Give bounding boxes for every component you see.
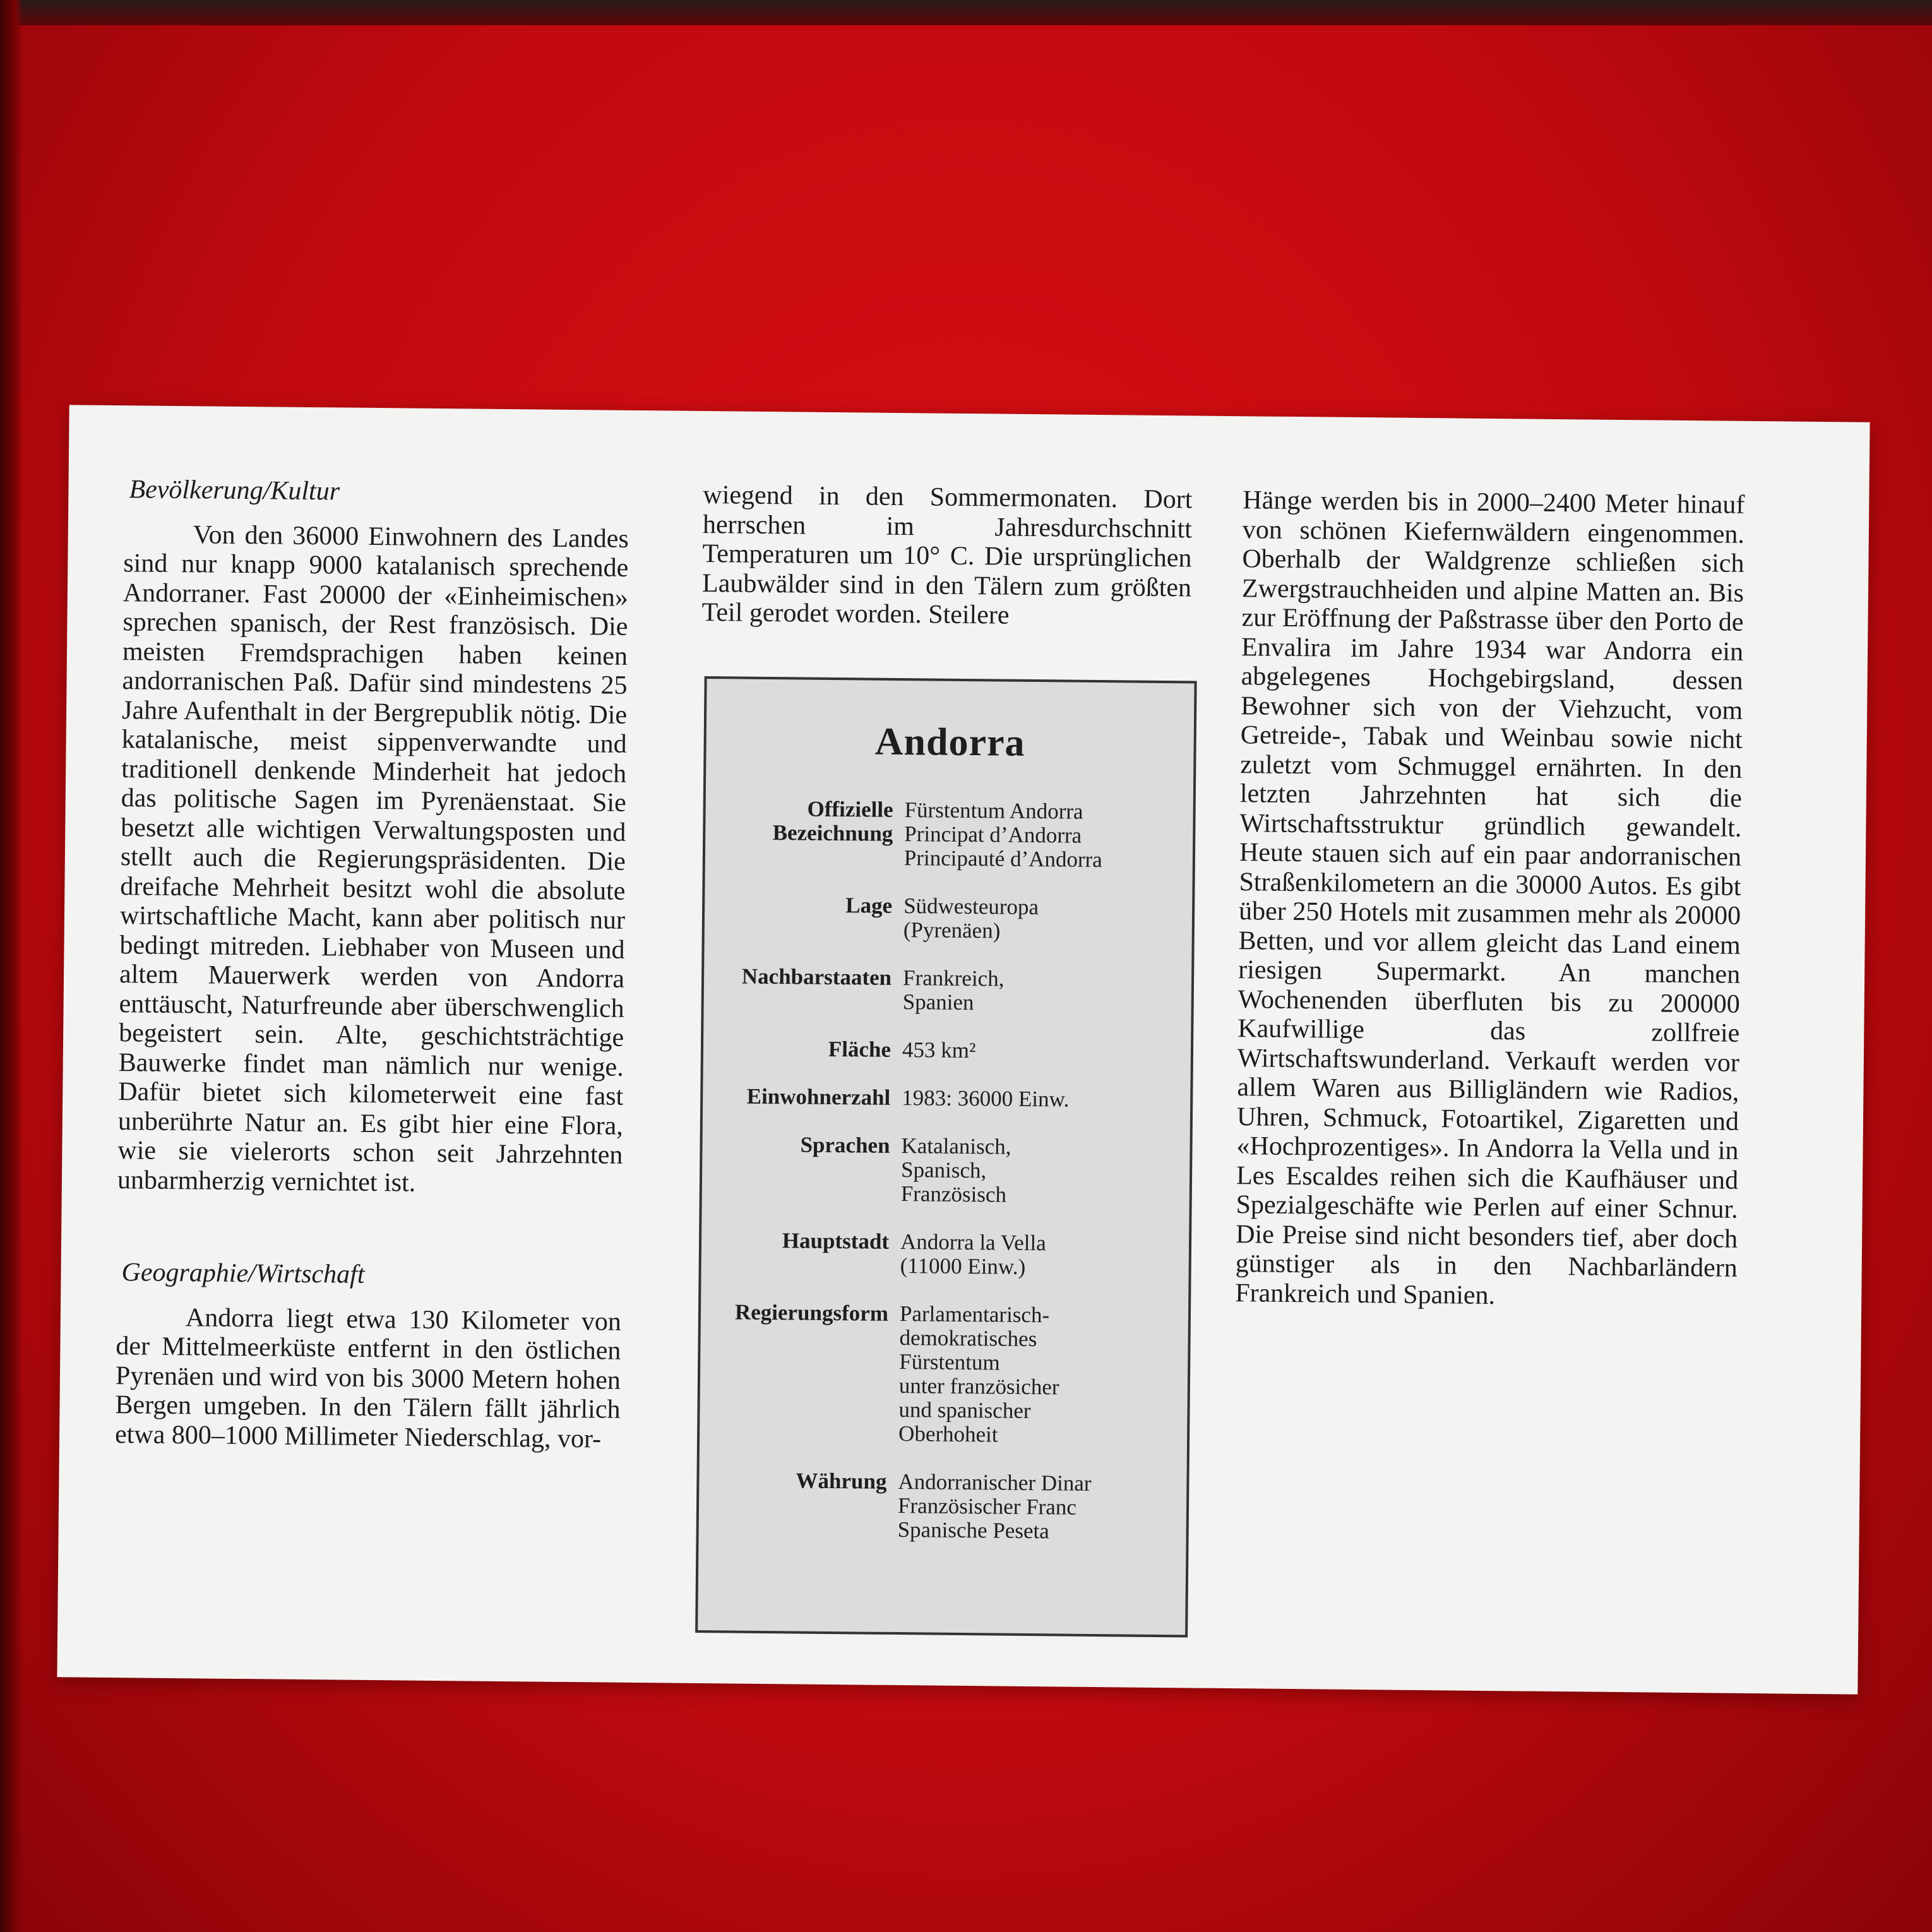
fact-label-line: Lage <box>845 893 893 918</box>
fact-value-line: Spanische Peseta <box>897 1517 1049 1544</box>
fact-value <box>902 1086 1190 1112</box>
fact-box-title: Andorra <box>874 720 1025 765</box>
info-card <box>57 405 1869 1694</box>
fact-box-rows <box>699 796 1193 1544</box>
fact-value-line: (11000 Einw.) <box>900 1253 1026 1279</box>
fact-label <box>703 1084 902 1110</box>
fact-row <box>701 1228 1190 1280</box>
fact-label <box>703 1036 902 1062</box>
column-left <box>115 475 629 1454</box>
fact-label <box>705 892 904 942</box>
fact-value-line: Parlamentarisch- <box>899 1301 1050 1328</box>
section-heading-geography-economy: Geographie/Wirtschaft <box>121 1258 365 1289</box>
fact-label <box>704 964 903 1014</box>
fact-value-line: 1983: 36000 Einw. <box>902 1085 1070 1112</box>
fact-value-line: Andorra la Vella <box>900 1229 1046 1256</box>
fact-row <box>702 1132 1190 1208</box>
fact-label-line: Offizielle <box>807 796 893 822</box>
fact-value-line: Frankreich, <box>902 965 1005 991</box>
fact-value <box>900 1230 1190 1280</box>
fact-row <box>703 1036 1191 1064</box>
fact-row <box>705 796 1193 873</box>
fact-value-line: und spanischer <box>898 1397 1031 1424</box>
fact-label-line: Regierungsform <box>734 1299 889 1326</box>
column-middle <box>701 480 1192 632</box>
fact-value-line: Principauté d’Andorra <box>903 845 1103 873</box>
fact-value <box>898 1470 1187 1544</box>
paragraph-geography-part1: Andorra liegt etwa 130 Kilometer von der Mittelmeerküste entfernt in den östlichen Pyrenäen und wird von bis 3000 Metern hohen Bergen umgeben. In den Tälern fällt jährlich etwa 800–1000 Millimeter Niederschlag, vor- <box>114 1303 622 1454</box>
fact-value <box>898 1302 1188 1448</box>
fact-box <box>695 676 1197 1637</box>
fact-label-line: Einwohnerzahl <box>746 1083 891 1110</box>
section-heading-population-culture: Bevölkerung/Kultur <box>129 475 340 506</box>
fact-label <box>702 1132 902 1206</box>
fact-label-line: Fläche <box>828 1036 891 1062</box>
fact-value <box>903 894 1193 945</box>
paragraph-geography-part2: wiegend in den Sommermonaten. Dort herrschen im Jahresdurchschnitt Temperaturen um 10° C. Die ursprünglichen Laubwälder sind in den Tälern zum größten Teil gerodet worden. Steilere <box>701 480 1193 630</box>
fact-value-line: Spanien <box>902 989 974 1015</box>
fact-value-line: Katalanisch, <box>901 1133 1011 1159</box>
fact-row <box>700 1300 1188 1448</box>
fact-label <box>701 1228 901 1278</box>
fact-value <box>901 1134 1190 1208</box>
fact-label-line: Sprachen <box>800 1132 890 1158</box>
column-right <box>1235 486 1744 1313</box>
fact-label-line: Währung <box>796 1468 887 1494</box>
fact-label <box>700 1300 900 1446</box>
fact-value-line: Fürstentum Andorra <box>904 797 1083 824</box>
fact-value-line: Französisch <box>900 1181 1007 1207</box>
fact-value-line: Fürstentum <box>899 1349 1000 1375</box>
fact-value-line: Südwesteuropa <box>903 893 1039 920</box>
fact-row <box>703 1084 1190 1112</box>
fact-value <box>903 966 1192 1017</box>
fact-value-line: unter französicher <box>898 1373 1059 1400</box>
fact-value-line: Spanisch, <box>900 1157 987 1183</box>
fact-value-line: Französischer Franc <box>897 1493 1077 1520</box>
paragraph-geography-part3: Hänge werden bis in 2000–2400 Meter hinauf von schönen Kiefernwäldern eingenommen. Oberhalb der Waldgrenze schließen sich Zwergstrauchheiden und alpine Matten an. Bis zur Eröffnung der Paßstrasse über den Porto de Envalira im Jahre 1934 war Andorra ein abgelegenes Hochgebirgsland, dessen Bewohner sich von der Viehzucht, vom Getreide-, Tabak und Weinbau sowie nicht zuletzt vom Schmuggel ernährten. In den letzten Jahrzehnten hat sich die Wirtschaftsstruktur gründlich gewandelt. Heute stauen sich auf ein paar andorranischen Straßenkilometern an die 30000 Autos. Es gibt über 250 Hotels mit zusammen mehr als 20000 Betten, und vor allem gleicht das Land einem riesigen Supermarkt. An manchen Wochenenden überfluten bis zu 200000 Kaufwillige das zollfreie Wirtschaftswunderland. Verkauft werden vor allem Waren aus Billigländern wie Radios, Uhren, Schmuck, Fotoartikel, Zigaretten und «Hochprozentiges». In Andorra la Vella und in Les Escaldes reihen sich die Kaufhäuser und Spezialgeschäfte wie Perlen auf einer Schnur. Die Preise sind nicht besonders tief, aber doch günstiger als in den Nachbarländern Frankreich und Spanien. <box>1235 486 1745 1310</box>
fact-value-line: Andorranischer Dinar <box>898 1469 1092 1496</box>
fact-value-line: (Pyrenäen) <box>903 917 1001 943</box>
display-case-frame-left <box>0 0 23 1932</box>
fact-row <box>699 1468 1187 1544</box>
section-spacer <box>117 1195 623 1263</box>
display-case-frame-top <box>0 0 1932 25</box>
fact-row <box>705 892 1193 945</box>
fact-value <box>902 1038 1191 1064</box>
fact-label <box>705 796 905 870</box>
paragraph-population-culture: Von den 36000 Einwohnern des Landes sind nur knapp 9000 katalanisch sprechende Andorraner. Fast 20000 der «Einheimischen» sprechen spanisch, der Rest französisch. Die meisten Fremdsprachigen haben keinen andorranischen Paß. Dafür sind mindestens 25 Jahre Aufenthalt in der Bergrepublik nötig. Die katalanische, meist sippenverwandte und traditionell denkende Minderheit hat jedoch das politische Sagen im Pyrenäenstaat. Sie besetzt alle wichtigen Verwaltungsposten und stellt auch die Regierungspräsidenten. Die dreifache Mehrheit besitzt wohl die absolute wirtschaftliche Macht, kann aber politisch nur bedingt mitreden. Liebhaber von Museen und altem Mauerwerk werden von Andorra enttäuscht, Naturfreunde aber überschwenglich begeistert sein. Alte, geschichtsträchtige Bauwerke findet man nämlich nur wenige. Dafür bietet sich kilometerweit eine fast unberührte Natur an. Es gibt hier eine Flora, wie sie vielerorts schon seit Jahrzehnten unbarmherzig vernichtet ist. <box>117 520 629 1198</box>
fact-value-line: Principat d’Andorra <box>904 821 1082 848</box>
fact-label-line: Hauptstadt <box>782 1228 890 1254</box>
fact-label-line: Nachbarstaaten <box>741 963 892 990</box>
fact-label-line: Bezeichnung <box>772 820 893 846</box>
fact-value-line: Oberhoheit <box>898 1421 998 1447</box>
fact-label <box>699 1468 898 1542</box>
fact-value-line: 453 km² <box>902 1037 976 1063</box>
fact-row <box>704 964 1192 1017</box>
fact-value-line: demokratisches <box>899 1325 1037 1352</box>
fact-value <box>904 798 1193 873</box>
